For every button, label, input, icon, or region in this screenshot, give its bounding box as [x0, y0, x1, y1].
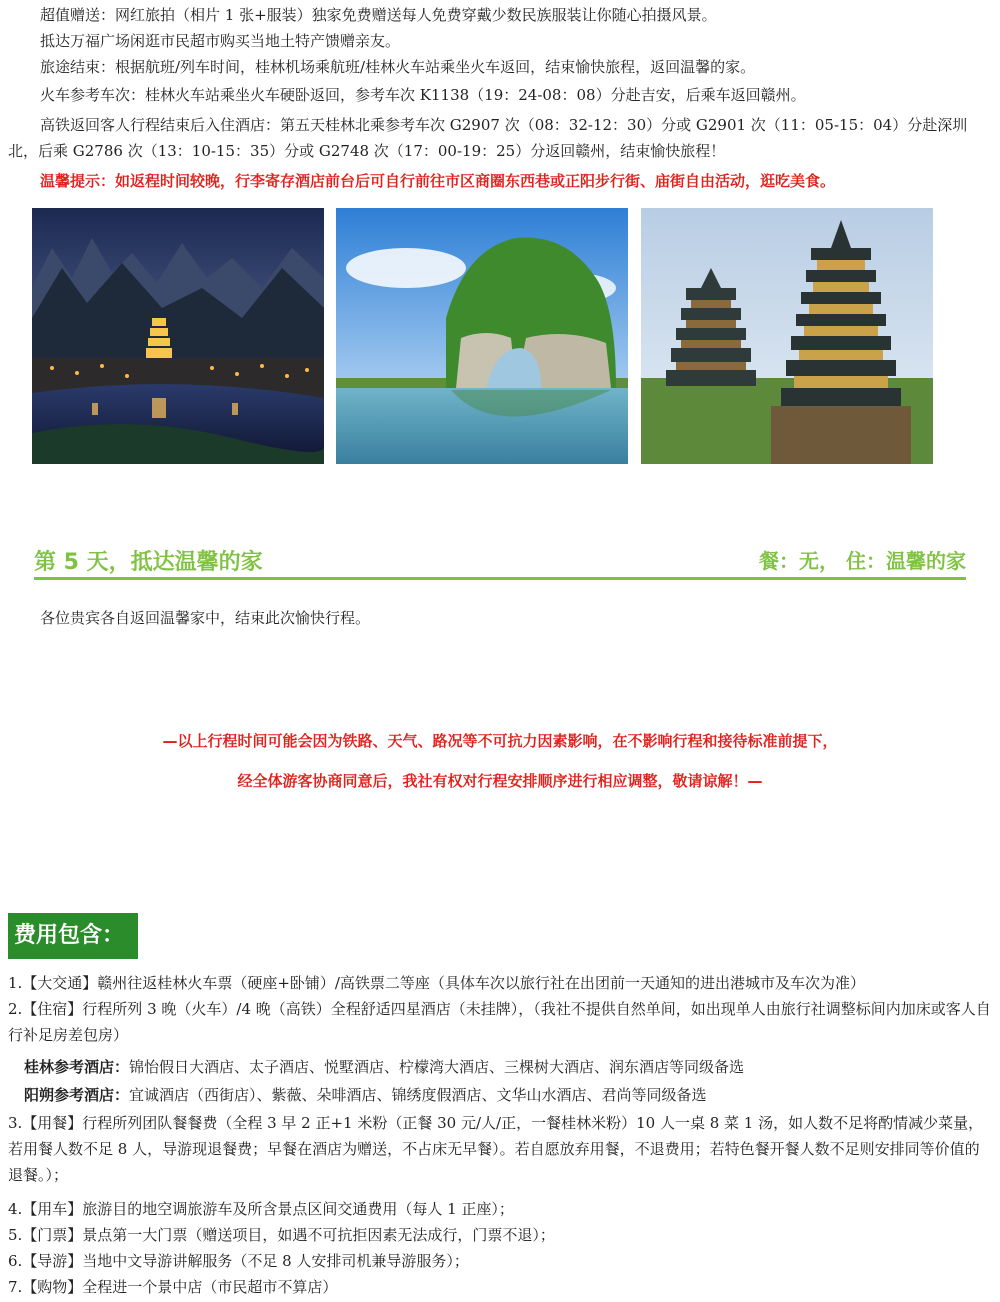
fee-item-shopping: 7.【购物】全程进一个景中店（市民超市不算店） — [8, 1278, 338, 1296]
photo-elephant-hill — [336, 208, 628, 464]
yangshuo-hotels-label: 阳朔参考酒店： — [24, 1086, 130, 1104]
intro-line-shopping: 抵达万福广场闲逛市民超市购买当地土特产馈赠亲友。 — [40, 32, 401, 50]
photo-twin-pagodas — [641, 208, 933, 464]
day5-meal-lodging: 餐：无， 住：温馨的家 — [759, 549, 966, 573]
day5-title: 第 5 天，抵达温馨的家 — [34, 550, 263, 575]
fees-header: 费用包含： — [8, 913, 138, 959]
notice-line-1: —以上行程时间可能会因为铁路、天气、路况等不可抗力因素影响，在不影响行程和接待标准前提下， — [162, 732, 838, 750]
day5-header — [34, 545, 966, 580]
guilin-hotels-list: 锦怡假日大酒店、太子酒店、悦墅酒店、柠檬湾大酒店、三棵树大酒店、润东酒店等同级备选 — [129, 1058, 745, 1076]
notice-line-2: 经全体游客协商同意后，我社有权对行程安排顺序进行相应调整，敬请谅解！— — [237, 772, 763, 790]
fee-item-transport: 1.【大交通】赣州往返桂林火车票（硬座+卧铺）/高铁票二等座（具体车次以旅行社在出团前一天通知的进出港城市及车次为准） — [8, 974, 865, 992]
yangshuo-hotels-list: 宜诚酒店（西街店）、紫薇、朵啡酒店、锦绣度假酒店、文华山水酒店、君尚等同级备选 — [129, 1086, 707, 1104]
fee-item-guide: 6.【导游】当地中文导游讲解服务（不足 8 人安排司机兼导游服务）； — [8, 1252, 469, 1270]
fee-item-tickets: 5.【门票】景点第一大门票（赠送项目，如遇不可抗拒因素无法成行，门票不退）； — [8, 1226, 555, 1244]
guilin-hotels-label: 桂林参考酒店： — [24, 1058, 130, 1076]
photo-guilin-night — [32, 208, 324, 464]
fee-guilin-hotels — [24, 1054, 1000, 1080]
intro-line-highspeed — [8, 112, 992, 164]
warm-tip: 温馨提示：如返程时间较晚，行李寄存酒店前台后可自行前往市区商圈东西巷或正阳步行街、庙街自由活动，逛吃美食。 — [40, 172, 836, 190]
fee-item-lodging: 2.【住宿】行程所列 3 晚（火车）/4 晚（高铁）全程舒适四星酒店（未挂牌），（我社不提供自然单间，如出现单人由旅行社调整标间内加床或客人自行补足房差包房） — [8, 1000, 991, 1044]
intro-line-train: 火车参考车次：桂林火车站乘坐火车硬卧返回，参考车次 K1138（19：24-08：08）分赴吉安，后乘车返回赣州。 — [40, 86, 806, 104]
intro-highspeed-text: 高铁返回客人行程结束后入住酒店：第五天桂林北乘参考车次 G2907 次（08：32-12：30）分或 G2901 次（11：05-15：04）分赴深圳北，后乘 G2786 次（13：10-15：35）分或 G2748 次（17：00-19：25）分返回赣州，结束愉快旅程！ — [8, 116, 968, 160]
fee-item-vehicle: 4.【用车】旅游目的地空调旅游车及所含景点区间交通费用（每人 1 正座）； — [8, 1200, 514, 1218]
intro-line-gift: 超值赠送：网红旅拍（相片 1 张+服装）独家免费赠送每人免费穿戴少数民族服装让你随心拍摄风景。 — [40, 6, 717, 24]
fee-yangshuo-hotels — [24, 1082, 1000, 1108]
intro-line-trip-end: 旅途结束：根据航班/列车时间，桂林机场乘航班/桂林火车站乘坐火车返回，结束愉快旅程，返回温馨的家。 — [40, 58, 756, 76]
day5-description: 各位贵宾各自返回温馨家中，结束此次愉快行程。 — [40, 609, 371, 627]
fee-item-meals: 3.【用餐】行程所列团队餐餐费（全程 3 早 2 正+1 米粉（正餐 30 元/人/正，一餐桂林米粉）10 人一桌 8 菜 1 汤，如人数不足将酌情减少菜量，若用餐人数不足 8 人，导游现退餐费；早餐在酒店为赠送，不占床无早餐）。若自愿放弃用餐，不退费用；若特色餐开餐人数不足则安排同等价值的退餐。）； — [8, 1114, 984, 1184]
